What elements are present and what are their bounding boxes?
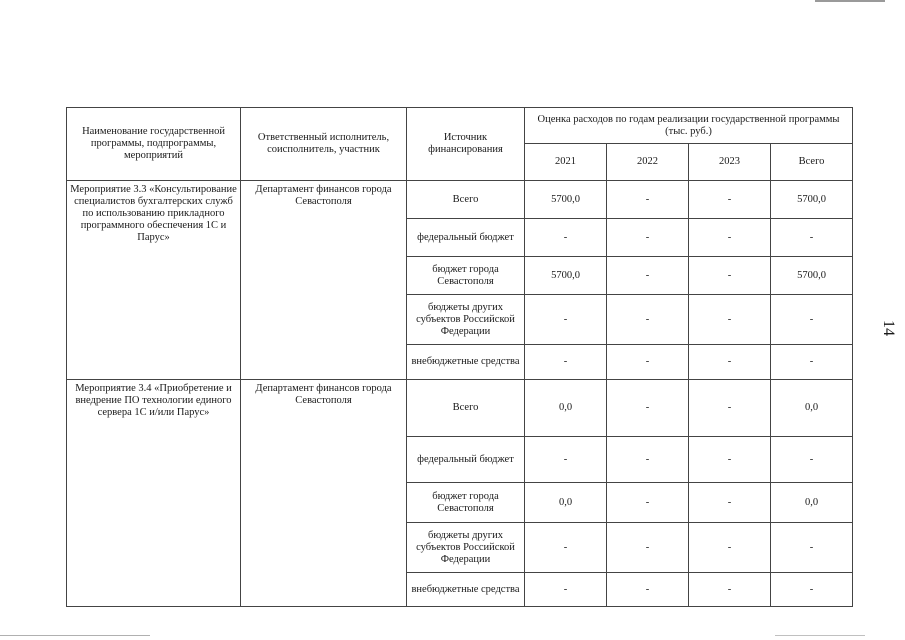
value-cell: -: [771, 345, 853, 380]
value-cell: -: [525, 219, 607, 257]
value-cell: -: [525, 345, 607, 380]
value-cell: 5700,0: [525, 257, 607, 295]
funding-source: внебюджетные средства: [407, 573, 525, 607]
activity-executor: Департамент финансов города Севастополя: [241, 181, 407, 380]
scan-edge-mark: [815, 0, 885, 2]
funding-source: Всего: [407, 181, 525, 219]
value-cell: -: [607, 295, 689, 345]
header-year: 2021: [525, 144, 607, 181]
value-cell: 5700,0: [771, 257, 853, 295]
value-cell: 0,0: [525, 483, 607, 523]
header-executor-column: Ответственный исполнитель, соисполнитель, участник: [241, 108, 407, 181]
value-cell: 5700,0: [771, 181, 853, 219]
value-cell: -: [607, 257, 689, 295]
funding-source: внебюджетные средства: [407, 345, 525, 380]
activity-executor: Департамент финансов города Севастополя: [241, 380, 407, 607]
budget-table: [66, 107, 853, 607]
value-cell: -: [607, 345, 689, 380]
value-cell: 0,0: [771, 483, 853, 523]
value-cell: -: [607, 523, 689, 573]
value-cell: -: [525, 573, 607, 607]
value-cell: -: [607, 573, 689, 607]
header-year-total: Всего: [771, 144, 853, 181]
header-year: 2022: [607, 144, 689, 181]
value-cell: -: [607, 181, 689, 219]
table-row: [67, 181, 853, 219]
value-cell: -: [689, 345, 771, 380]
header-estimate-column: Оценка расходов по годам реализации государственной программы (тыс. руб.): [525, 108, 853, 144]
value-cell: -: [607, 437, 689, 483]
funding-source: бюджет города Севастополя: [407, 483, 525, 523]
funding-source: федеральный бюджет: [407, 437, 525, 483]
value-cell: -: [689, 295, 771, 345]
page-number: 14: [880, 320, 897, 336]
value-cell: 0,0: [525, 380, 607, 437]
value-cell: -: [525, 437, 607, 483]
header-year: 2023: [689, 144, 771, 181]
funding-source: бюджеты других субъектов Российской Федерации: [407, 295, 525, 345]
funding-source: бюджет города Севастополя: [407, 257, 525, 295]
value-cell: -: [689, 380, 771, 437]
scan-edge-mark: [775, 635, 865, 636]
value-cell: -: [607, 219, 689, 257]
header-source-column: Источник финансирования: [407, 108, 525, 181]
value-cell: -: [771, 437, 853, 483]
value-cell: -: [689, 437, 771, 483]
value-cell: -: [689, 257, 771, 295]
value-cell: 5700,0: [525, 181, 607, 219]
value-cell: -: [689, 219, 771, 257]
value-cell: -: [525, 523, 607, 573]
value-cell: -: [689, 483, 771, 523]
value-cell: -: [771, 219, 853, 257]
header-name-column: Наименование государственной программы, подпрограммы, мероприятий: [67, 108, 241, 181]
value-cell: -: [607, 483, 689, 523]
value-cell: -: [689, 573, 771, 607]
activity-name: Мероприятие 3.3 «Консультирование специалистов бухгалтерских служб по использованию прикладного программного обеспечения 1С и Парус»: [67, 181, 241, 380]
value-cell: -: [525, 295, 607, 345]
value-cell: -: [771, 573, 853, 607]
value-cell: -: [771, 523, 853, 573]
funding-source: Всего: [407, 380, 525, 437]
scan-edge-mark: [0, 635, 150, 636]
value-cell: -: [689, 181, 771, 219]
value-cell: -: [689, 523, 771, 573]
funding-source: федеральный бюджет: [407, 219, 525, 257]
header-row: [67, 108, 853, 144]
funding-source: бюджеты других субъектов Российской Федерации: [407, 523, 525, 573]
activity-name: Мероприятие 3.4 «Приобретение и внедрение ПО технологии единого сервера 1С и/или Парус»: [67, 380, 241, 607]
value-cell: -: [771, 295, 853, 345]
table-row: [67, 380, 853, 437]
value-cell: 0,0: [771, 380, 853, 437]
value-cell: -: [607, 380, 689, 437]
